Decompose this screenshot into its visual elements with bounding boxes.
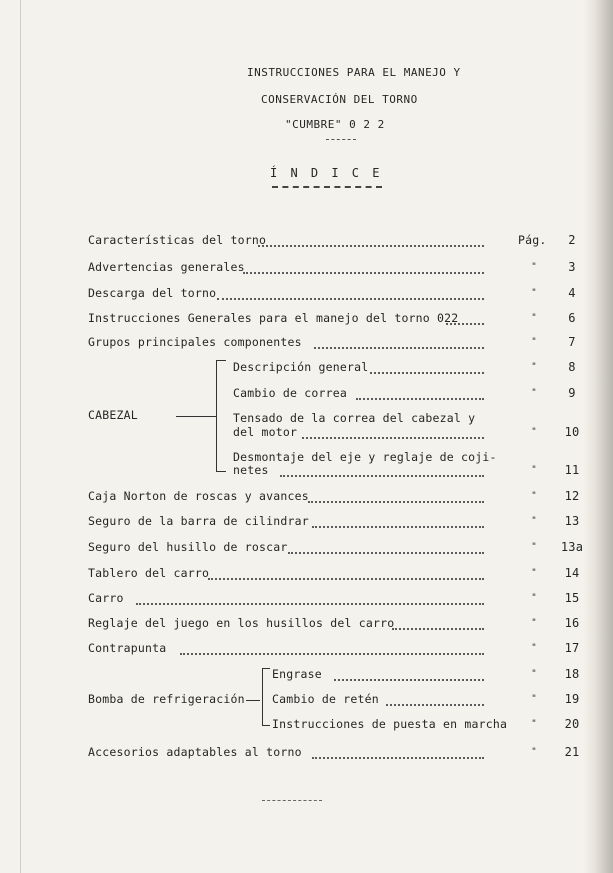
leader-dots — [392, 616, 484, 630]
toc-entry-label: Accesorios adaptables al torno — [88, 745, 302, 759]
toc-entry-marker: " — [531, 643, 537, 653]
toc-entry-label: Advertencias generales — [88, 260, 245, 274]
cabezal-brace — [216, 360, 217, 472]
toc-entry — [0, 311, 613, 327]
toc-entry-page: 9 — [568, 386, 576, 400]
title-line-3: "CUMBRE" 0 2 2 — [285, 118, 385, 131]
toc-entry-marker: " — [531, 388, 537, 398]
toc-entry-label: Carro — [88, 591, 124, 605]
toc-entry-page: 20 — [564, 717, 580, 731]
leader-dots — [312, 514, 484, 528]
toc-entry-page: 15 — [564, 591, 580, 605]
leader-dots — [314, 335, 484, 349]
bomba-item — [0, 667, 613, 683]
toc-entry-marker: " — [531, 618, 537, 628]
toc-entry-marker: " — [531, 719, 537, 729]
title-line-2: CONSERVACIÓN DEL TORNO — [261, 93, 418, 106]
leader-dots — [386, 692, 484, 706]
title-line-1: INSTRUCCIONES PARA EL MANEJO Y — [247, 66, 461, 79]
leader-dots — [136, 591, 484, 605]
toc-entry — [0, 233, 613, 249]
leader-dots — [280, 463, 484, 477]
toc-entry-marker: " — [531, 516, 537, 526]
toc-entry — [0, 335, 613, 351]
toc-entry-label: Cambio de retén — [272, 692, 379, 706]
toc-entry — [0, 745, 613, 761]
toc-entry-page: 8 — [568, 360, 576, 374]
toc-entry-label: Grupos principales componentes — [88, 335, 302, 349]
cabezal-item — [0, 360, 613, 376]
leader-dots — [288, 540, 484, 554]
toc-entry — [0, 566, 613, 582]
toc-entry-marker: " — [531, 288, 537, 298]
cabezal-item — [0, 386, 613, 402]
toc-entry-marker: " — [531, 465, 537, 475]
toc-entry-page: 21 — [564, 745, 580, 759]
toc-entry-label: Instrucciones de puesta en marcha — [272, 717, 508, 731]
toc-entry — [0, 286, 613, 302]
toc-entry-label: Contrapunta — [88, 641, 167, 655]
toc-entry-marker: " — [531, 694, 537, 704]
bomba-item — [0, 717, 613, 733]
leader-dots — [180, 641, 484, 655]
toc-entry-page: 18 — [564, 667, 580, 681]
toc-entry-label-cont: del motor — [233, 425, 298, 439]
cabezal-item — [0, 463, 613, 479]
toc-entry-page: 6 — [568, 311, 576, 325]
toc-entry-marker: " — [531, 262, 537, 272]
toc-entry-page: 19 — [564, 692, 580, 706]
closing-dash-line — [262, 800, 322, 801]
toc-entry-page: 11 — [564, 463, 580, 477]
leader-dots — [356, 386, 484, 400]
toc-entry — [0, 641, 613, 657]
toc-entry-marker: " — [531, 362, 537, 372]
toc-entry — [0, 591, 613, 607]
toc-entry — [0, 489, 613, 505]
toc-entry-marker: " — [531, 337, 537, 347]
leader-dots — [302, 425, 484, 439]
bomba-label: Bomba de refrigeración — [88, 692, 245, 706]
toc-entry-label: Características del torno — [88, 233, 267, 247]
toc-entry-marker: Pág. — [518, 233, 547, 247]
toc-entry-label: Desmontaje del eje y reglaje de coji- — [233, 450, 497, 464]
leader-dots — [446, 311, 484, 325]
toc-entry — [0, 616, 613, 632]
toc-entry-label: Instrucciones Generales para el manejo del torno 022 — [88, 311, 459, 325]
toc-entry-label: Tablero del carro — [88, 566, 210, 580]
leader-dots — [208, 566, 484, 580]
toc-entry-label: Reglaje del juego en los husillos del carro — [88, 616, 395, 630]
toc-entry-label: Caja Norton de roscas y avances — [88, 489, 309, 503]
cabezal-label: CABEZAL — [88, 408, 138, 422]
toc-entry-marker: " — [531, 491, 537, 501]
toc-entry-page: 12 — [564, 489, 580, 503]
toc-entry-label: Tensado de la correa del cabezal y — [233, 411, 476, 425]
toc-entry-marker: " — [531, 669, 537, 679]
toc-entry-page: 2 — [568, 233, 576, 247]
leader-dots — [370, 360, 484, 374]
cabezal-item — [0, 425, 613, 441]
toc-entry-marker: " — [531, 747, 537, 757]
toc-entry — [0, 540, 613, 556]
toc-entry-label: Seguro de la barra de cilindrar — [88, 514, 309, 528]
toc-entry — [0, 260, 613, 276]
index-heading-underline — [272, 186, 382, 188]
toc-entry-marker: " — [531, 568, 537, 578]
toc-entry — [0, 514, 613, 530]
toc-entry-marker: " — [531, 313, 537, 323]
toc-entry-marker: " — [531, 542, 537, 552]
cabezal-connector — [176, 416, 216, 417]
toc-entry-label: Cambio de correa — [233, 386, 347, 400]
toc-entry-page: 10 — [564, 425, 580, 439]
toc-entry-page: 17 — [564, 641, 580, 655]
leader-dots — [308, 489, 484, 503]
toc-entry-label: Seguro del husillo de roscar — [88, 540, 288, 554]
toc-entry-page: 13a — [560, 540, 584, 554]
toc-entry-page: 4 — [568, 286, 576, 300]
leader-dots — [258, 233, 484, 247]
toc-entry-label: Descarga del torno — [88, 286, 217, 300]
title-underline — [326, 139, 356, 140]
toc-entry-page: 7 — [568, 335, 576, 349]
leader-dots — [312, 745, 484, 759]
leader-dots — [334, 667, 484, 681]
toc-entry-marker: " — [531, 593, 537, 603]
toc-entry-page: 13 — [564, 514, 580, 528]
toc-entry-page: 3 — [568, 260, 576, 274]
leader-dots — [243, 260, 484, 274]
toc-entry-label: Descripción general — [233, 360, 369, 374]
toc-entry-marker: " — [531, 427, 537, 437]
leader-dots — [217, 286, 484, 300]
toc-entry-label: Engrase — [272, 667, 322, 681]
toc-entry-label-cont: netes — [233, 463, 269, 477]
bomba-item — [0, 692, 613, 708]
index-heading: Í N D I C E — [270, 166, 383, 180]
toc-entry-page: 14 — [564, 566, 580, 580]
toc-entry-page: 16 — [564, 616, 580, 630]
